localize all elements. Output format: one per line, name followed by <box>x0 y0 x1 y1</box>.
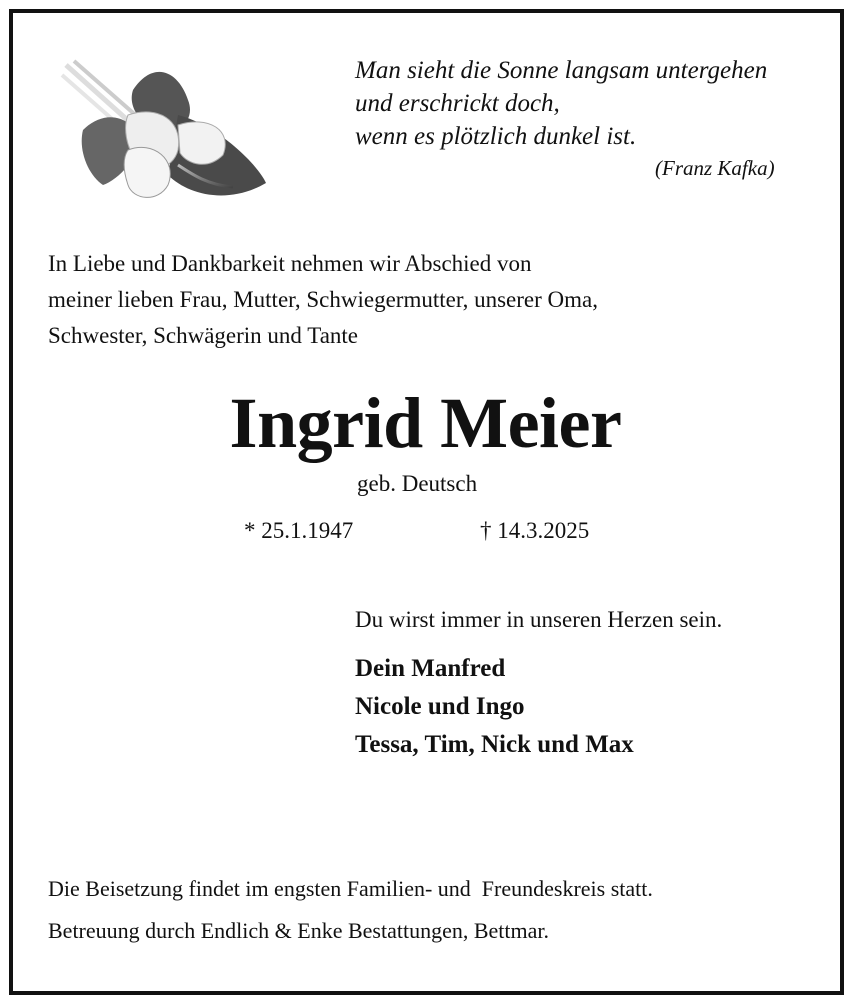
mourner: Tessa, Tim, Nick und Max <box>355 731 634 758</box>
deceased-name: Ingrid Meier <box>229 383 622 463</box>
birth-date: * 25.1.1947 <box>244 518 354 543</box>
quote-line: und erschrickt doch, <box>355 90 560 117</box>
intro-line: In Liebe und Dankbarkeit nehmen wir Abschied von <box>48 251 532 276</box>
mourners-list <box>355 650 634 764</box>
intro-line: meiner lieben Frau, Mutter, Schwiegermutter, unserer Oma, <box>48 287 598 312</box>
motto: Du wirst immer in unseren Herzen sein. <box>355 607 723 632</box>
mourner: Dein Manfred <box>355 655 506 682</box>
calla-lily-icon <box>58 55 273 205</box>
quote-line: wenn es plötzlich dunkel ist. <box>355 123 637 150</box>
quote-author: (Franz Kafka) <box>655 156 775 180</box>
quote-line: Man sieht die Sonne langsam untergehen <box>355 57 768 84</box>
death-date: † 14.3.2025 <box>480 518 590 543</box>
funeral-home-note: Betreuung durch Endlich & Enke Bestattungen, Bettmar. <box>48 918 549 943</box>
mourner: Nicole und Ingo <box>355 693 525 720</box>
funeral-note: Die Beisetzung findet im engsten Familien- und Freundeskreis statt. <box>48 876 653 901</box>
maiden-name: geb. Deutsch <box>357 471 478 496</box>
intro-text <box>48 246 598 354</box>
kafka-quote <box>355 54 767 153</box>
intro-line: Schwester, Schwägerin und Tante <box>48 323 359 348</box>
